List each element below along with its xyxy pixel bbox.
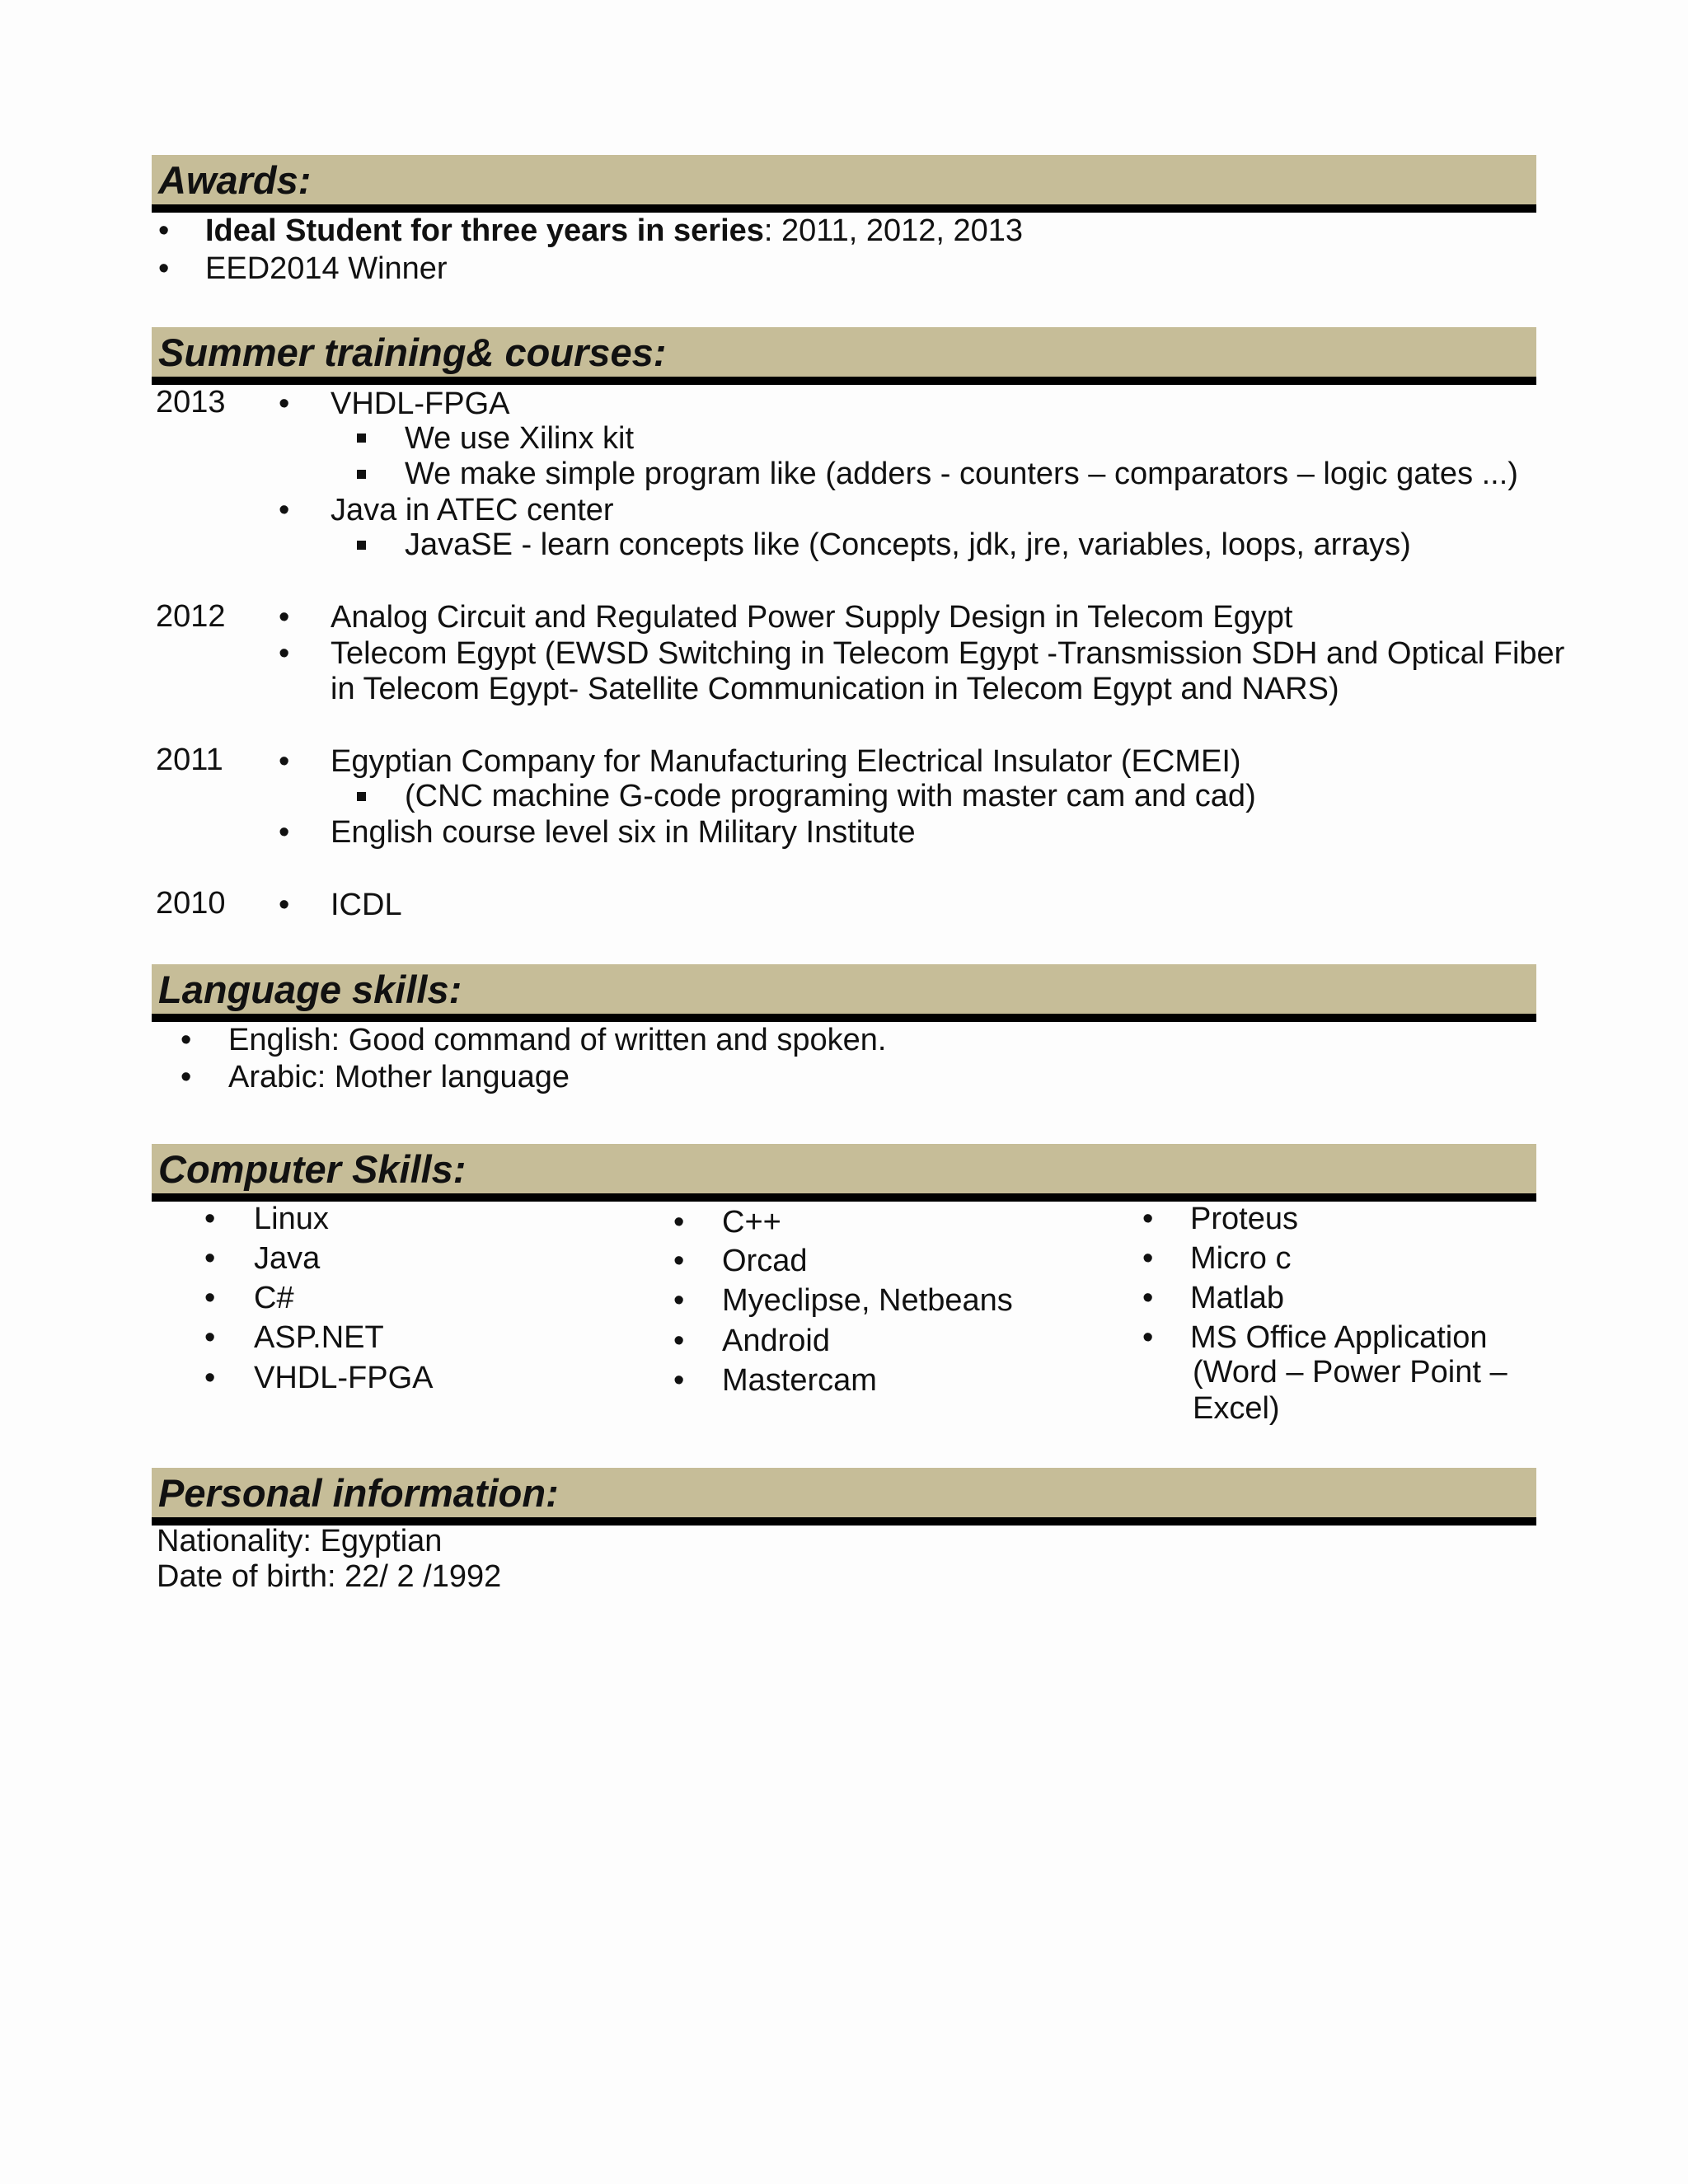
award-rest: : 2011, 2012, 2013 xyxy=(763,213,1024,248)
course-item: VHDL-FPGA xyxy=(331,387,510,421)
square-bullet-icon xyxy=(357,541,366,550)
year-label: 2013 xyxy=(156,385,226,419)
bullet-icon: • xyxy=(204,1202,216,1236)
language-section xyxy=(152,964,1536,1022)
personal-section xyxy=(152,1468,1536,1526)
course-item: Java in ATEC center xyxy=(331,493,614,527)
language-item: English: Good command of written and spoken. xyxy=(228,1023,887,1057)
personal-header xyxy=(152,1468,1536,1526)
bullet-icon: • xyxy=(158,213,170,248)
bullet-icon: • xyxy=(673,1324,685,1358)
bullet-icon: • xyxy=(1142,1281,1154,1315)
skill-item-continued: Excel) xyxy=(1193,1391,1280,1426)
bullet-icon: • xyxy=(1142,1241,1154,1276)
computer-header xyxy=(152,1144,1536,1202)
bullet-icon: • xyxy=(204,1281,216,1315)
skill-item: Orcad xyxy=(722,1244,808,1278)
skill-item: Android xyxy=(722,1324,830,1358)
awards-title: Awards: xyxy=(158,157,312,202)
skill-item: Mastercam xyxy=(722,1363,877,1398)
square-bullet-icon xyxy=(357,792,366,801)
nationality-line: Nationality: Egyptian xyxy=(157,1524,443,1558)
training-header xyxy=(152,327,1536,385)
bullet-icon: • xyxy=(204,1320,216,1355)
year-label: 2011 xyxy=(156,743,223,777)
skill-item: MS Office Application xyxy=(1190,1320,1488,1355)
skill-item: VHDL-FPGA xyxy=(254,1361,434,1395)
course-item: Egyptian Company for Manufacturing Electrical Insulator (ECMEI) xyxy=(331,744,1241,779)
skill-item: Matlab xyxy=(1190,1281,1285,1315)
bullet-icon: • xyxy=(279,815,290,850)
bullet-icon: • xyxy=(279,600,290,635)
course-subitem: We make simple program like (adders - counters – comparators – logic gates ...) xyxy=(405,457,1518,491)
bullet-icon: • xyxy=(673,1283,685,1318)
bullet-icon: • xyxy=(673,1205,685,1240)
course-item: English course level six in Military Institute xyxy=(331,815,916,850)
skill-item: C++ xyxy=(722,1205,781,1240)
bullet-icon: • xyxy=(673,1363,685,1398)
bullet-icon: • xyxy=(181,1060,192,1094)
bullet-icon: • xyxy=(204,1241,216,1276)
award-item: EED2014 Winner xyxy=(205,251,448,286)
award-bold: Ideal Student for three years in series xyxy=(205,213,764,248)
awards-section xyxy=(152,155,1536,213)
year-label: 2010 xyxy=(156,886,226,921)
bullet-icon: • xyxy=(279,888,290,922)
course-item: Analog Circuit and Regulated Power Supply Design in Telecom Egypt xyxy=(331,600,1293,635)
language-header xyxy=(152,964,1536,1022)
bullet-icon: • xyxy=(279,636,290,671)
course-subitem: (CNC machine G-code programing with master cam and cad) xyxy=(405,779,1256,813)
year-label: 2012 xyxy=(156,599,226,634)
square-bullet-icon xyxy=(357,434,366,443)
training-section xyxy=(152,327,1536,385)
course-subitem: JavaSE - learn concepts like (Concepts, jdk, jre, variables, loops, arrays) xyxy=(405,527,1411,562)
skill-item: Java xyxy=(254,1241,321,1276)
bullet-icon: • xyxy=(1142,1320,1154,1355)
skill-item: Linux xyxy=(254,1202,329,1236)
bullet-icon: • xyxy=(158,251,170,286)
bullet-icon: • xyxy=(673,1244,685,1278)
bullet-icon: • xyxy=(204,1361,216,1395)
skill-item-continued: (Word – Power Point – xyxy=(1193,1355,1507,1390)
award-item xyxy=(205,213,1023,249)
course-item-continued: in Telecom Egypt- Satellite Communication in Telecom Egypt and NARS) xyxy=(331,672,1339,706)
bullet-icon: • xyxy=(1142,1202,1154,1236)
square-bullet-icon xyxy=(357,470,366,479)
skill-item: Myeclipse, Netbeans xyxy=(722,1283,1013,1318)
bullet-icon: • xyxy=(279,387,290,421)
skill-item: Proteus xyxy=(1190,1202,1298,1236)
training-title: Summer training& courses: xyxy=(158,330,667,374)
language-item: Arabic: Mother language xyxy=(228,1060,570,1094)
awards-header xyxy=(152,155,1536,213)
course-item: ICDL xyxy=(331,888,402,922)
course-subitem: We use Xilinx kit xyxy=(405,421,635,456)
skill-item: Micro c xyxy=(1190,1241,1292,1276)
skill-item: ASP.NET xyxy=(254,1320,384,1355)
skill-item: C# xyxy=(254,1281,294,1315)
computer-section xyxy=(152,1144,1536,1202)
course-item: Telecom Egypt (EWSD Switching in Telecom Egypt -Transmission SDH and Optical Fiber xyxy=(331,636,1565,671)
bullet-icon: • xyxy=(181,1023,192,1057)
computer-title: Computer Skills: xyxy=(158,1146,467,1191)
bullet-icon: • xyxy=(279,744,290,779)
personal-title: Personal information: xyxy=(158,1470,559,1515)
bullet-icon: • xyxy=(279,493,290,527)
language-title: Language skills: xyxy=(158,967,462,1011)
date-of-birth-line: Date of birth: 22/ 2 /1992 xyxy=(157,1559,502,1594)
